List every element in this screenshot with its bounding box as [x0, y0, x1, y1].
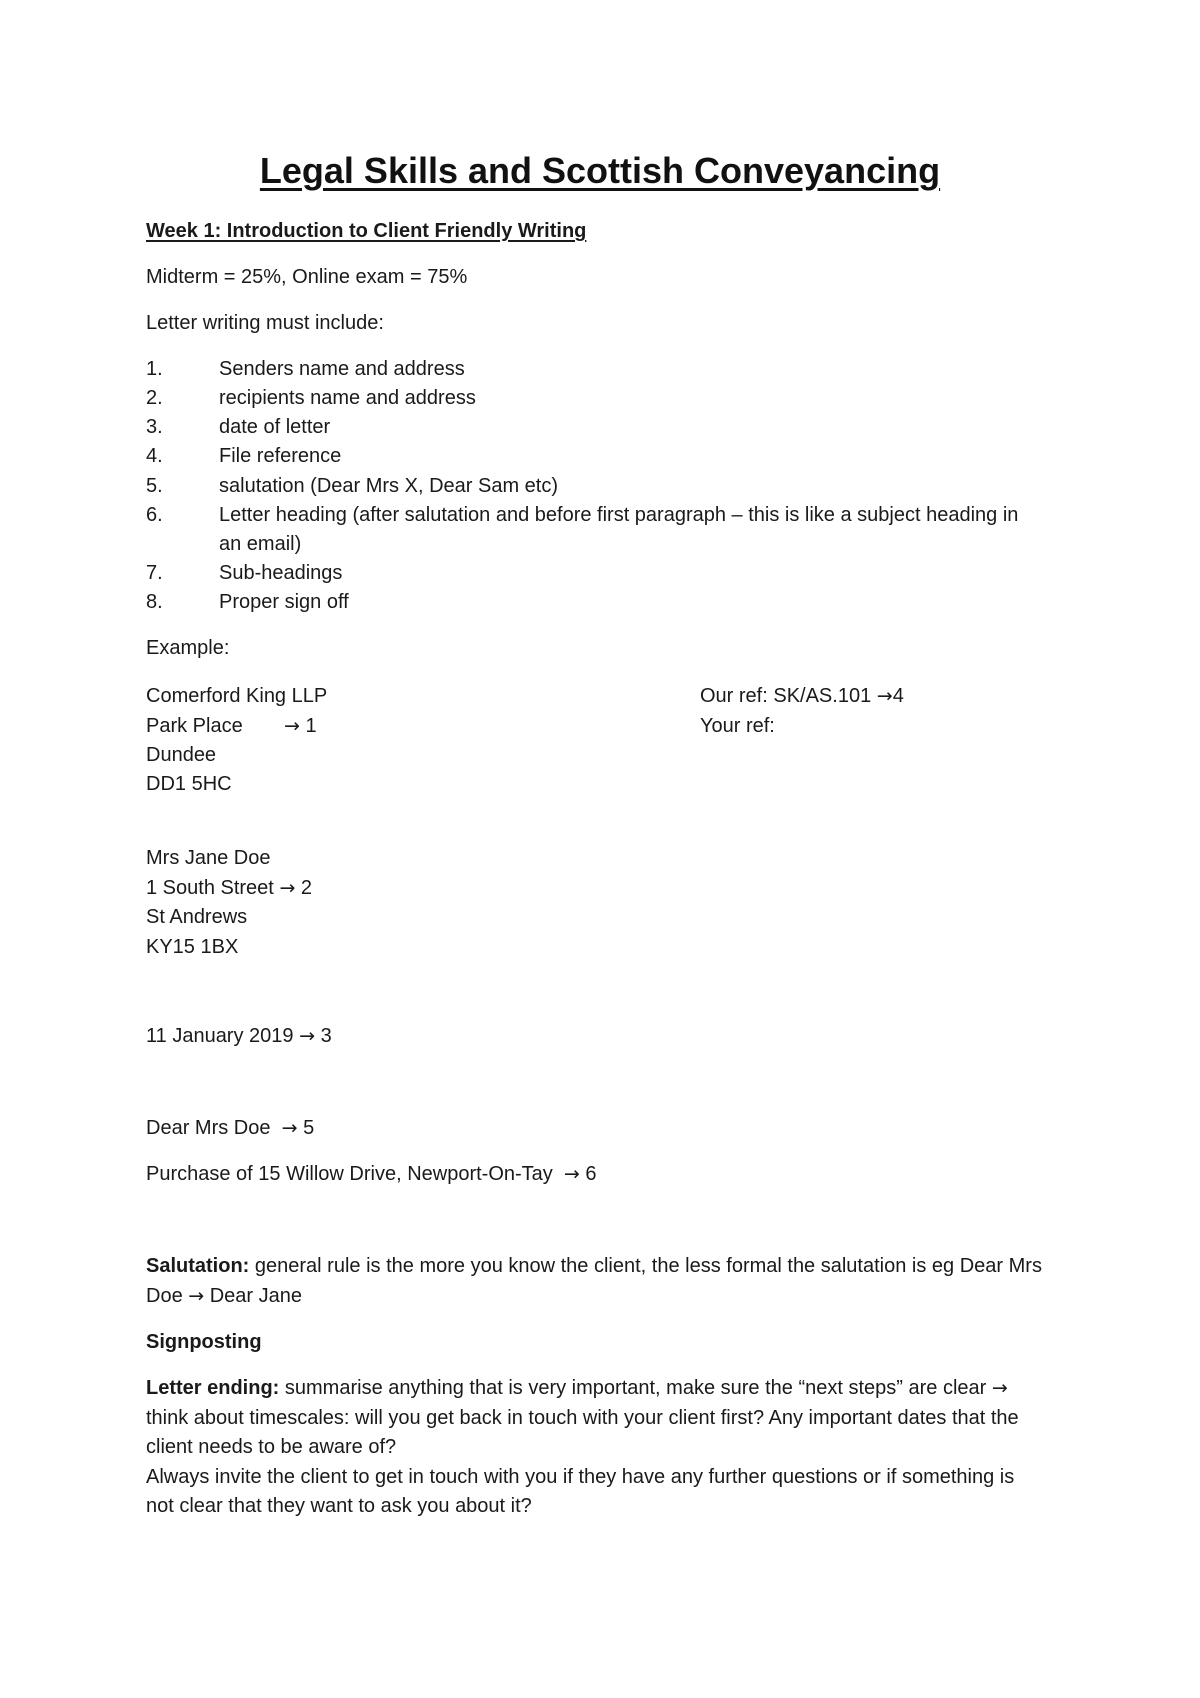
recipient-line: KY15 1BX — [146, 936, 239, 958]
list-number: 4. — [146, 445, 163, 467]
list-text-continuation: an email) — [219, 533, 302, 555]
list-number: 1. — [146, 358, 163, 380]
letter-salutation — [146, 1118, 314, 1138]
salutation-text: Dear Mrs Doe — [146, 1117, 271, 1139]
note-text: general rule is the more you know the client, the less formal the salutation is eg Dear Mrs — [249, 1255, 1042, 1277]
marker-number: 5 — [303, 1117, 315, 1139]
marker-number: 3 — [320, 1025, 332, 1047]
arrow-right-icon: → — [991, 1377, 1008, 1399]
heading-text: Purchase of 15 Willow Drive, Newport-On-Tay — [146, 1163, 553, 1185]
ending-line: client needs to be aware of? — [146, 1436, 397, 1458]
salutation-note-line2 — [146, 1286, 302, 1306]
date-text: 11 January 2019 — [146, 1025, 294, 1047]
arrow-right-icon: → — [876, 685, 893, 707]
note-text: Dear Jane — [204, 1285, 303, 1307]
document-title: Legal Skills and Scottish Conveyancing — [259, 150, 941, 191]
list-text: Senders name and address — [219, 358, 465, 380]
recipient-street: 1 South Street — [146, 877, 274, 899]
ending-line: not clear that they want to ask you about it? — [146, 1495, 532, 1517]
salutation-note — [146, 1256, 1042, 1276]
marker-number: 4 — [892, 685, 904, 707]
list-text: Letter heading (after salutation and before first paragraph – this is like a subject heading in — [219, 504, 1019, 526]
arrow-right-icon: → — [281, 1117, 298, 1139]
arrow-right-icon: → — [563, 1163, 580, 1185]
note-text: summarise anything that is very important, make sure the “next steps” are clear — [279, 1377, 992, 1399]
recipient-line: St Andrews — [146, 906, 248, 928]
arrow-right-icon: → — [284, 715, 300, 737]
grading-line: Midterm = 25%, Online exam = 75% — [146, 266, 468, 288]
our-ref-text: Our ref: SK/AS.101 — [700, 685, 872, 707]
list-number: 3. — [146, 416, 163, 438]
week-heading: Week 1: Introduction to Client Friendly Writing — [146, 220, 587, 242]
example-label: Example: — [146, 637, 230, 659]
marker-number: 6 — [585, 1163, 597, 1185]
ending-line: Always invite the client to get in touch with you if they have any further questions or if something is — [146, 1466, 1015, 1488]
sender-line: DD1 5HC — [146, 773, 232, 795]
list-text: Proper sign off — [219, 591, 349, 613]
signposting-label: Signposting — [146, 1331, 262, 1353]
arrow-right-icon: → — [188, 1285, 205, 1307]
recipient-line — [146, 878, 312, 898]
arrow-right-icon: → — [299, 1025, 316, 1047]
letter-heading-example — [146, 1164, 597, 1184]
list-text: date of letter — [219, 416, 331, 438]
list-text: recipients name and address — [219, 387, 476, 409]
note-text: Doe — [146, 1285, 189, 1307]
list-number: 7. — [146, 562, 163, 584]
sender-line: Dundee — [146, 744, 217, 766]
sender-line: Park Place — [146, 715, 243, 737]
letter-date — [146, 1026, 332, 1046]
list-text: salutation (Dear Mrs X, Dear Sam etc) — [219, 475, 558, 497]
arrow-right-icon: → — [279, 877, 296, 899]
note-label: Salutation: — [146, 1255, 250, 1277]
list-number: 2. — [146, 387, 163, 409]
list-number: 6. — [146, 504, 163, 526]
marker-number: 2 — [300, 877, 313, 899]
marker-number: 1 — [305, 715, 317, 737]
your-ref: Your ref: — [700, 715, 775, 737]
list-text: File reference — [219, 445, 342, 467]
recipient-line: Mrs Jane Doe — [146, 847, 271, 869]
note-label: Letter ending: — [146, 1377, 280, 1399]
ending-line: think about timescales: will you get back in touch with your client first? Any important dates that the — [146, 1407, 1019, 1429]
list-intro: Letter writing must include: — [146, 312, 384, 334]
sender-line: Comerford King LLP — [146, 685, 328, 707]
list-number: 8. — [146, 591, 163, 613]
marker-1 — [284, 716, 317, 736]
list-number: 5. — [146, 475, 163, 497]
ending-line — [146, 1378, 1008, 1398]
list-text: Sub-headings — [219, 562, 343, 584]
our-ref — [700, 686, 904, 706]
